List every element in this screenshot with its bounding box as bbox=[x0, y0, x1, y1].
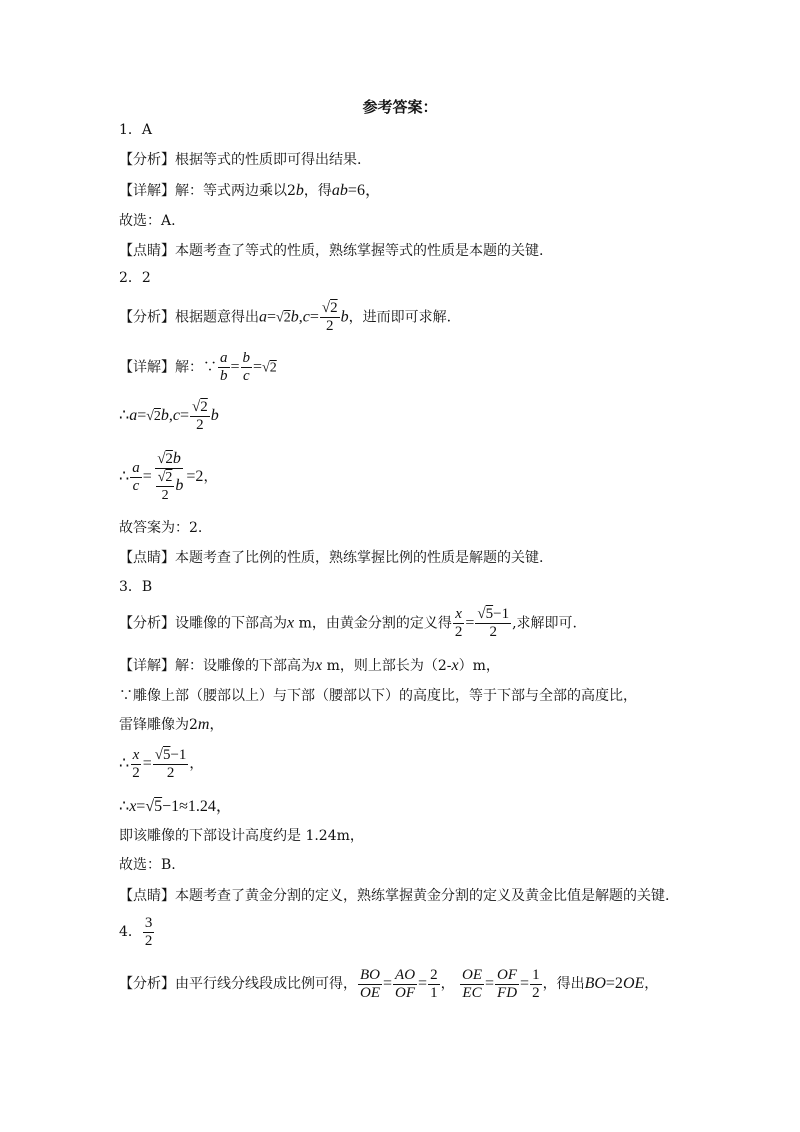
q3-step1: ∴ $\frac{x}{2}$ = $\frac{√5-1}{2}$ ， bbox=[119, 746, 204, 781]
q3-analysis: 【分析】设雕像的下部高为x m，由黄金分割的定义得 $\frac{x}{2}$ = $\frac{√5-1}{2}$ ,求解即可. bbox=[119, 606, 577, 640]
q3-because: ∵雕像上部（腰部以上）与下部（腰部以下）的高度比，等于下部与全部的高度比， bbox=[119, 688, 637, 704]
q2-conclusion: 故答案为：2. bbox=[119, 520, 203, 536]
q1-detail: 【详解】解：等式两边乘以2b，得ab=6， bbox=[119, 182, 381, 199]
q3-choice: 故选：B. bbox=[119, 857, 176, 873]
q3-detail: 【详解】解：设雕像的下部高为x m，则上部长为（2-x）m， bbox=[119, 657, 500, 674]
q1-choice: 故选：A. bbox=[119, 213, 176, 229]
page-title: 参考答案： bbox=[362, 98, 438, 116]
q3-height: 雷锋雕像为2m， bbox=[119, 716, 224, 733]
fraction: $\frac{√2}{2}$ bbox=[321, 300, 338, 334]
q2-answer: 2．2 bbox=[119, 270, 151, 286]
q4-answer: 4． $\frac{3}{2}$ bbox=[119, 914, 153, 949]
q1-comment: 【点睛】本题考查了等式的性质，熟练掌握等式的性质是本题的关键. bbox=[119, 243, 544, 259]
q3-answer: 3．B bbox=[119, 579, 153, 595]
q2-step1: ∴a=√2b,c= $\frac{√2}{2}$ b bbox=[119, 398, 219, 433]
q1-analysis: 【分析】根据等式的性质即可得出结果. bbox=[119, 152, 362, 168]
q3-comment: 【点睛】本题考查了黄金分割的定义，熟练掌握黄金分割的定义及黄金比值是解题的关键. bbox=[119, 888, 670, 904]
q4-analysis: 【分析】由平行线分线段成比例可得， $\frac{BO}{OE}$ = $\frac{AO}{OF}$ = $\frac{2}{1}$ ， $\frac{OE}{EC}$ = $\frac{OF}{FD}$ = $\frac{1}{2}$ ，得出BO=2OE， bbox=[119, 966, 659, 1001]
q1-answer: 1．A bbox=[119, 122, 153, 138]
q3-step2: ∴x=√5−1≈1.24， bbox=[119, 796, 232, 815]
q2-step2: ∴ $\frac{a}{c}$ = √2b $\frac{√2}{2}$ b =2， bbox=[119, 450, 218, 503]
q2-analysis: 【分析】根据题意得出a=√2b,c= $\frac{√2}{2}$ b，进而即可求解. bbox=[119, 300, 452, 334]
q2-comment: 【点睛】本题考查了比例的性质，熟练掌握比例的性质是解题的关键. bbox=[119, 550, 544, 566]
q2-detail: 【详解】解：∵ $\frac{a}{b}$ = $\frac{b}{c}$ =√2 bbox=[119, 350, 277, 384]
q3-design: 即该雕像的下部设计高度约是 1.24m， bbox=[119, 828, 364, 844]
